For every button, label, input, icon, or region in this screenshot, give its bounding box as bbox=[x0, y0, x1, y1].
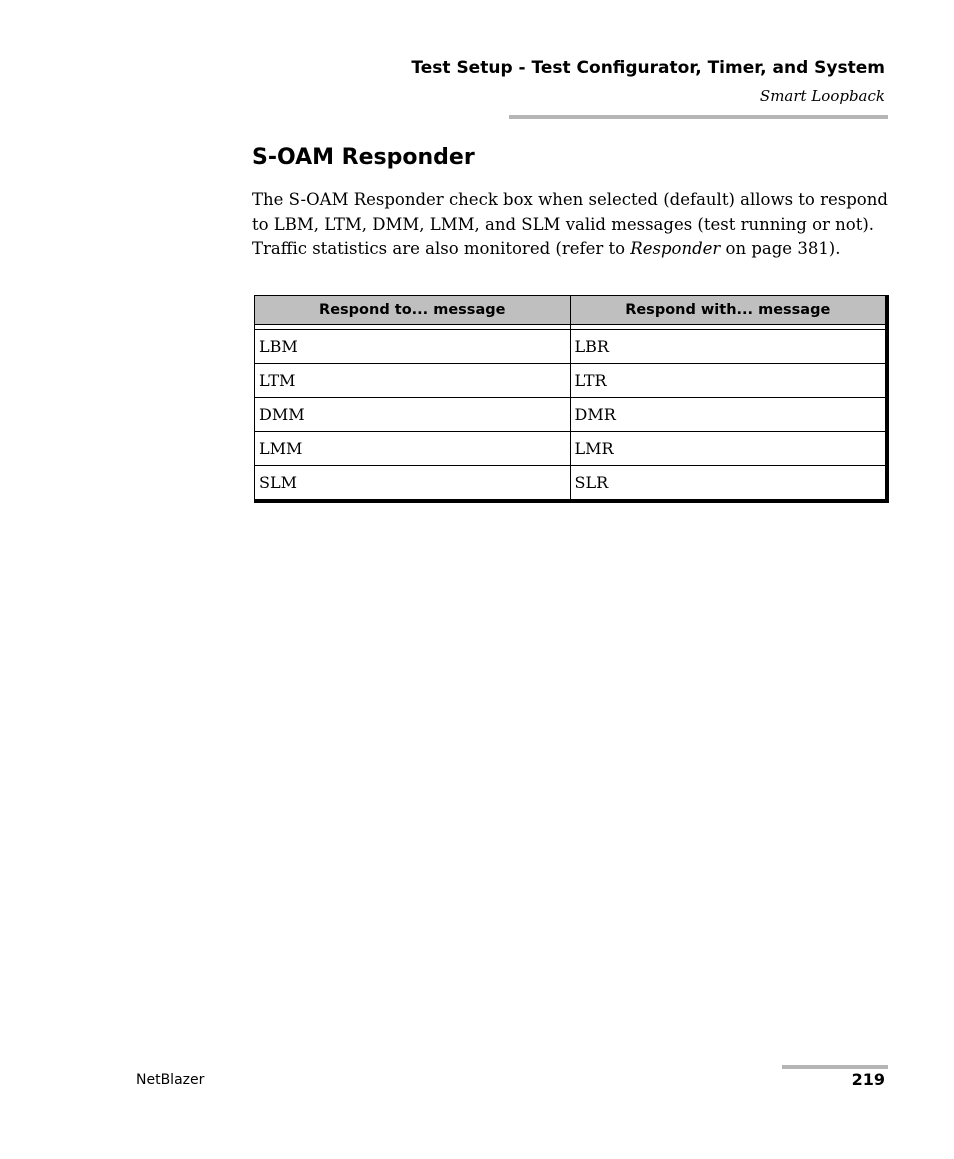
respond-with-cell: LTR bbox=[570, 364, 886, 398]
respond-to-cell: LBM bbox=[255, 330, 571, 364]
section-title: Smart Loopback bbox=[759, 87, 885, 105]
footer-divider bbox=[782, 1065, 888, 1069]
respond-with-cell: DMR bbox=[570, 398, 886, 432]
message-table bbox=[254, 295, 886, 500]
respond-to-cell: LTM bbox=[255, 364, 571, 398]
respond-to-cell: SLM bbox=[255, 466, 571, 500]
paragraph-text-start: The S-OAM Responder check box when selected (default) allows to respond to LBM, LTM, DMM, LMM, and SLM valid messages (test running or not). Traffic statistics are also monitored (refer to bbox=[252, 190, 888, 258]
table-row bbox=[255, 330, 886, 364]
column-header-respond-to: Respond to... message bbox=[255, 296, 571, 325]
respond-to-cell: LMM bbox=[255, 432, 571, 466]
table-row bbox=[255, 364, 886, 398]
respond-to-cell: DMM bbox=[255, 398, 571, 432]
table-row bbox=[255, 466, 886, 500]
column-header-respond-with: Respond with... message bbox=[570, 296, 886, 325]
product-name: NetBlazer bbox=[136, 1072, 205, 1088]
respond-with-cell: SLR bbox=[570, 466, 886, 500]
table-row bbox=[255, 398, 886, 432]
table-header-row bbox=[255, 296, 886, 325]
table-row bbox=[255, 432, 886, 466]
chapter-title: Test Setup - Test Configurator, Timer, and System bbox=[411, 58, 885, 78]
page-number: 219 bbox=[851, 1070, 885, 1089]
header-divider bbox=[509, 115, 888, 119]
message-table-frame bbox=[254, 295, 889, 503]
respond-with-cell: LBR bbox=[570, 330, 886, 364]
paragraph-text-end: on page 381). bbox=[720, 239, 841, 258]
section-heading: S-OAM Responder bbox=[252, 145, 475, 170]
body-paragraph bbox=[252, 188, 888, 262]
respond-with-cell: LMR bbox=[570, 432, 886, 466]
cross-reference-link[interactable]: Responder bbox=[630, 239, 721, 258]
